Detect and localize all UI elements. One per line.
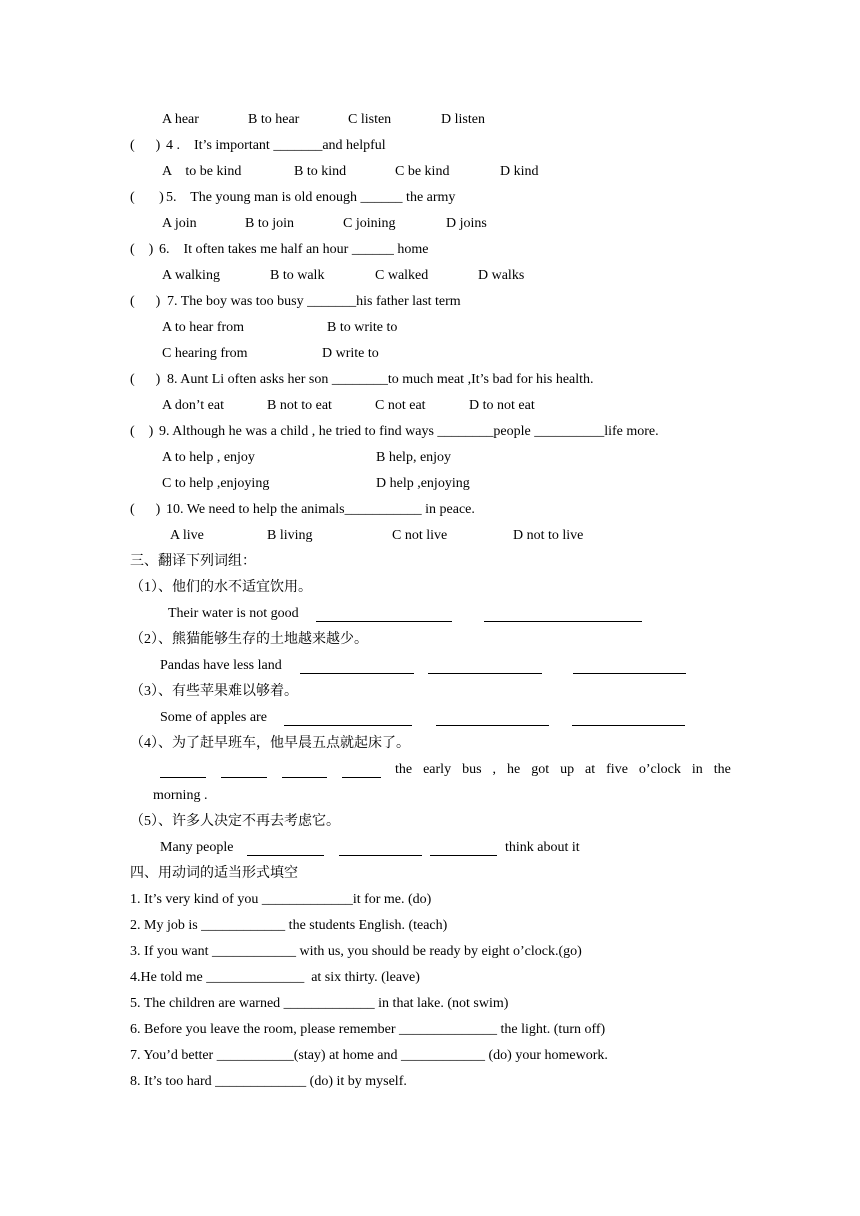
s3-item3-chinese: （3）、有些苹果难以够着。 xyxy=(130,684,298,699)
s3-item3-blank-1[interactable] xyxy=(284,725,412,726)
s3-item4-word: the xyxy=(395,762,413,777)
q8-stem: 8. Aunt Li often asks her son ________to much meat ,It’s bad for his health. xyxy=(167,372,594,387)
s4-item-8: 8. It’s too hard _____________ (do) it by myself. xyxy=(130,1074,407,1089)
q10-option-c: C not live xyxy=(392,528,448,543)
section4-title: 四、用动词的适当形式填空 xyxy=(130,866,298,881)
s3-item3-blank-2[interactable] xyxy=(436,725,549,726)
q9-option-b: B help, enjoy xyxy=(376,450,452,465)
q7-option-b: B to write to xyxy=(327,320,398,335)
s3-item5-blank-1[interactable] xyxy=(247,855,324,856)
q9-option-c: C to help ,enjoying xyxy=(162,476,270,491)
s3-item4-word: the xyxy=(713,762,731,777)
s3-item4-word: , xyxy=(492,762,496,777)
q10-stem: 10. We need to help the animals___________ in peace. xyxy=(166,502,475,517)
s4-item-1: 1. It’s very kind of you _____________it for me. (do) xyxy=(130,892,432,907)
q7-answer-paren[interactable]: ( ) xyxy=(130,294,161,309)
s3-item1-english: Their water is not good xyxy=(168,606,299,621)
q9-option-a: A to help , enjoy xyxy=(162,450,255,465)
s4-item-7: 7. You’d better ___________(stay) at home and ____________ (do) your homework. xyxy=(130,1048,608,1063)
q4-option-b: B to kind xyxy=(294,164,347,179)
s3-item4-chinese: （4）、为了赶早班车，他早晨五点就起床了。 xyxy=(130,736,410,751)
s3-item3-english: Some of apples are xyxy=(160,710,267,725)
s3-item4-english-continued: morning . xyxy=(153,788,208,803)
s3-item4-word: o’clock xyxy=(638,762,681,777)
s4-item-6: 6. Before you leave the room, please remember ______________ the light. (turn off) xyxy=(130,1022,606,1037)
s3-item5-english: Many people xyxy=(160,840,234,855)
q3-option-b: B to hear xyxy=(248,112,300,127)
q7-option-d: D write to xyxy=(322,346,379,361)
q6-option-c: C walked xyxy=(375,268,429,283)
q3-option-d: D listen xyxy=(441,112,485,127)
s3-item5-english-tail: think about it xyxy=(505,840,580,855)
q10-option-d: D not to live xyxy=(513,528,584,543)
q10-option-b: B living xyxy=(267,528,313,543)
q5-option-b: B to join xyxy=(245,216,295,231)
s3-item4-word: at xyxy=(585,762,596,777)
q4-option-d: D kind xyxy=(500,164,539,179)
s3-item4-word: in xyxy=(691,762,703,777)
s3-item2-blank-1[interactable] xyxy=(300,673,414,674)
q10-option-a: A live xyxy=(170,528,204,543)
s3-item4-word: he xyxy=(506,762,521,777)
q9-stem: 9. Although he was a child , he tried to find ways ________people __________life more. xyxy=(159,424,659,439)
s3-item2-blank-3[interactable] xyxy=(573,673,686,674)
q6-option-d: D walks xyxy=(478,268,525,283)
q3-option-c: C listen xyxy=(348,112,392,127)
q6-option-a: A walking xyxy=(162,268,220,283)
s4-item-2: 2. My job is ____________ the students English. (teach) xyxy=(130,918,448,933)
s3-item2-english: Pandas have less land xyxy=(160,658,282,673)
q4-option-a: A to be kind xyxy=(162,164,242,179)
s3-item5-chinese: （5）、许多人决定不再去考虑它。 xyxy=(130,814,340,829)
s3-item4-word: five xyxy=(606,762,628,777)
q7-option-c: C hearing from xyxy=(162,346,248,361)
s3-item4-word: up xyxy=(560,762,575,777)
s3-item4-blank-3[interactable] xyxy=(282,777,327,778)
q9-option-d: D help ,enjoying xyxy=(376,476,470,491)
s4-item-3: 3. If you want ____________ with us, you should be ready by eight o’clock.(go) xyxy=(130,944,582,959)
q8-answer-paren[interactable]: ( ) xyxy=(130,372,161,387)
s3-item3-blank-3[interactable] xyxy=(572,725,685,726)
q9-answer-paren[interactable]: ( ) xyxy=(130,424,154,439)
section3-title: 三、翻译下列词组： xyxy=(130,554,256,569)
q4-option-c: C be kind xyxy=(395,164,450,179)
s3-item2-blank-2[interactable] xyxy=(428,673,542,674)
q8-option-c: C not eat xyxy=(375,398,426,413)
q4-answer-paren[interactable]: ( ) xyxy=(130,138,161,153)
q6-answer-paren[interactable]: ( ) xyxy=(130,242,154,257)
s3-item1-blank-1[interactable] xyxy=(316,621,452,622)
q5-answer-paren[interactable]: ( ) xyxy=(130,190,164,205)
s3-item4-blank-2[interactable] xyxy=(221,777,267,778)
s3-item4-blank-4[interactable] xyxy=(342,777,381,778)
q10-answer-paren[interactable]: ( ) xyxy=(130,502,161,517)
s4-item-5: 5. The children are warned _____________ in that lake. (not swim) xyxy=(130,996,509,1011)
s3-item4-word: got xyxy=(531,762,550,777)
s3-item1-blank-2[interactable] xyxy=(484,621,642,622)
s4-item-4: 4.He told me ______________ at six thirty. (leave) xyxy=(130,970,420,985)
q3-option-a: A hear xyxy=(162,112,199,127)
s3-item4-word: bus xyxy=(462,762,482,777)
q6-stem: 6. It often takes me half an hour ______ home xyxy=(159,242,429,257)
q8-option-a: A don’t eat xyxy=(162,398,224,413)
s3-item4-blank-1[interactable] xyxy=(160,777,206,778)
s3-item4-word: early xyxy=(423,762,452,777)
q5-stem: 5. The young man is old enough ______ the army xyxy=(166,190,456,205)
q5-option-d: D joins xyxy=(446,216,487,231)
q6-option-b: B to walk xyxy=(270,268,325,283)
q5-option-a: A join xyxy=(162,216,197,231)
q7-option-a: A to hear from xyxy=(162,320,245,335)
s3-item2-chinese: （2）、熊猫能够生存的土地越来越少。 xyxy=(130,632,368,647)
q4-stem: 4 . It’s important _______and helpful xyxy=(166,138,386,153)
q8-option-b: B not to eat xyxy=(267,398,332,413)
s3-item4-english-line xyxy=(395,761,731,779)
q8-option-d: D to not eat xyxy=(469,398,535,413)
q7-stem: 7. The boy was too busy _______his father last term xyxy=(167,294,461,309)
s3-item5-blank-2[interactable] xyxy=(339,855,422,856)
s3-item1-chinese: （1）、他们的水不适宜饮用。 xyxy=(130,580,312,595)
q5-option-c: C joining xyxy=(343,216,396,231)
s3-item5-blank-3[interactable] xyxy=(430,855,497,856)
